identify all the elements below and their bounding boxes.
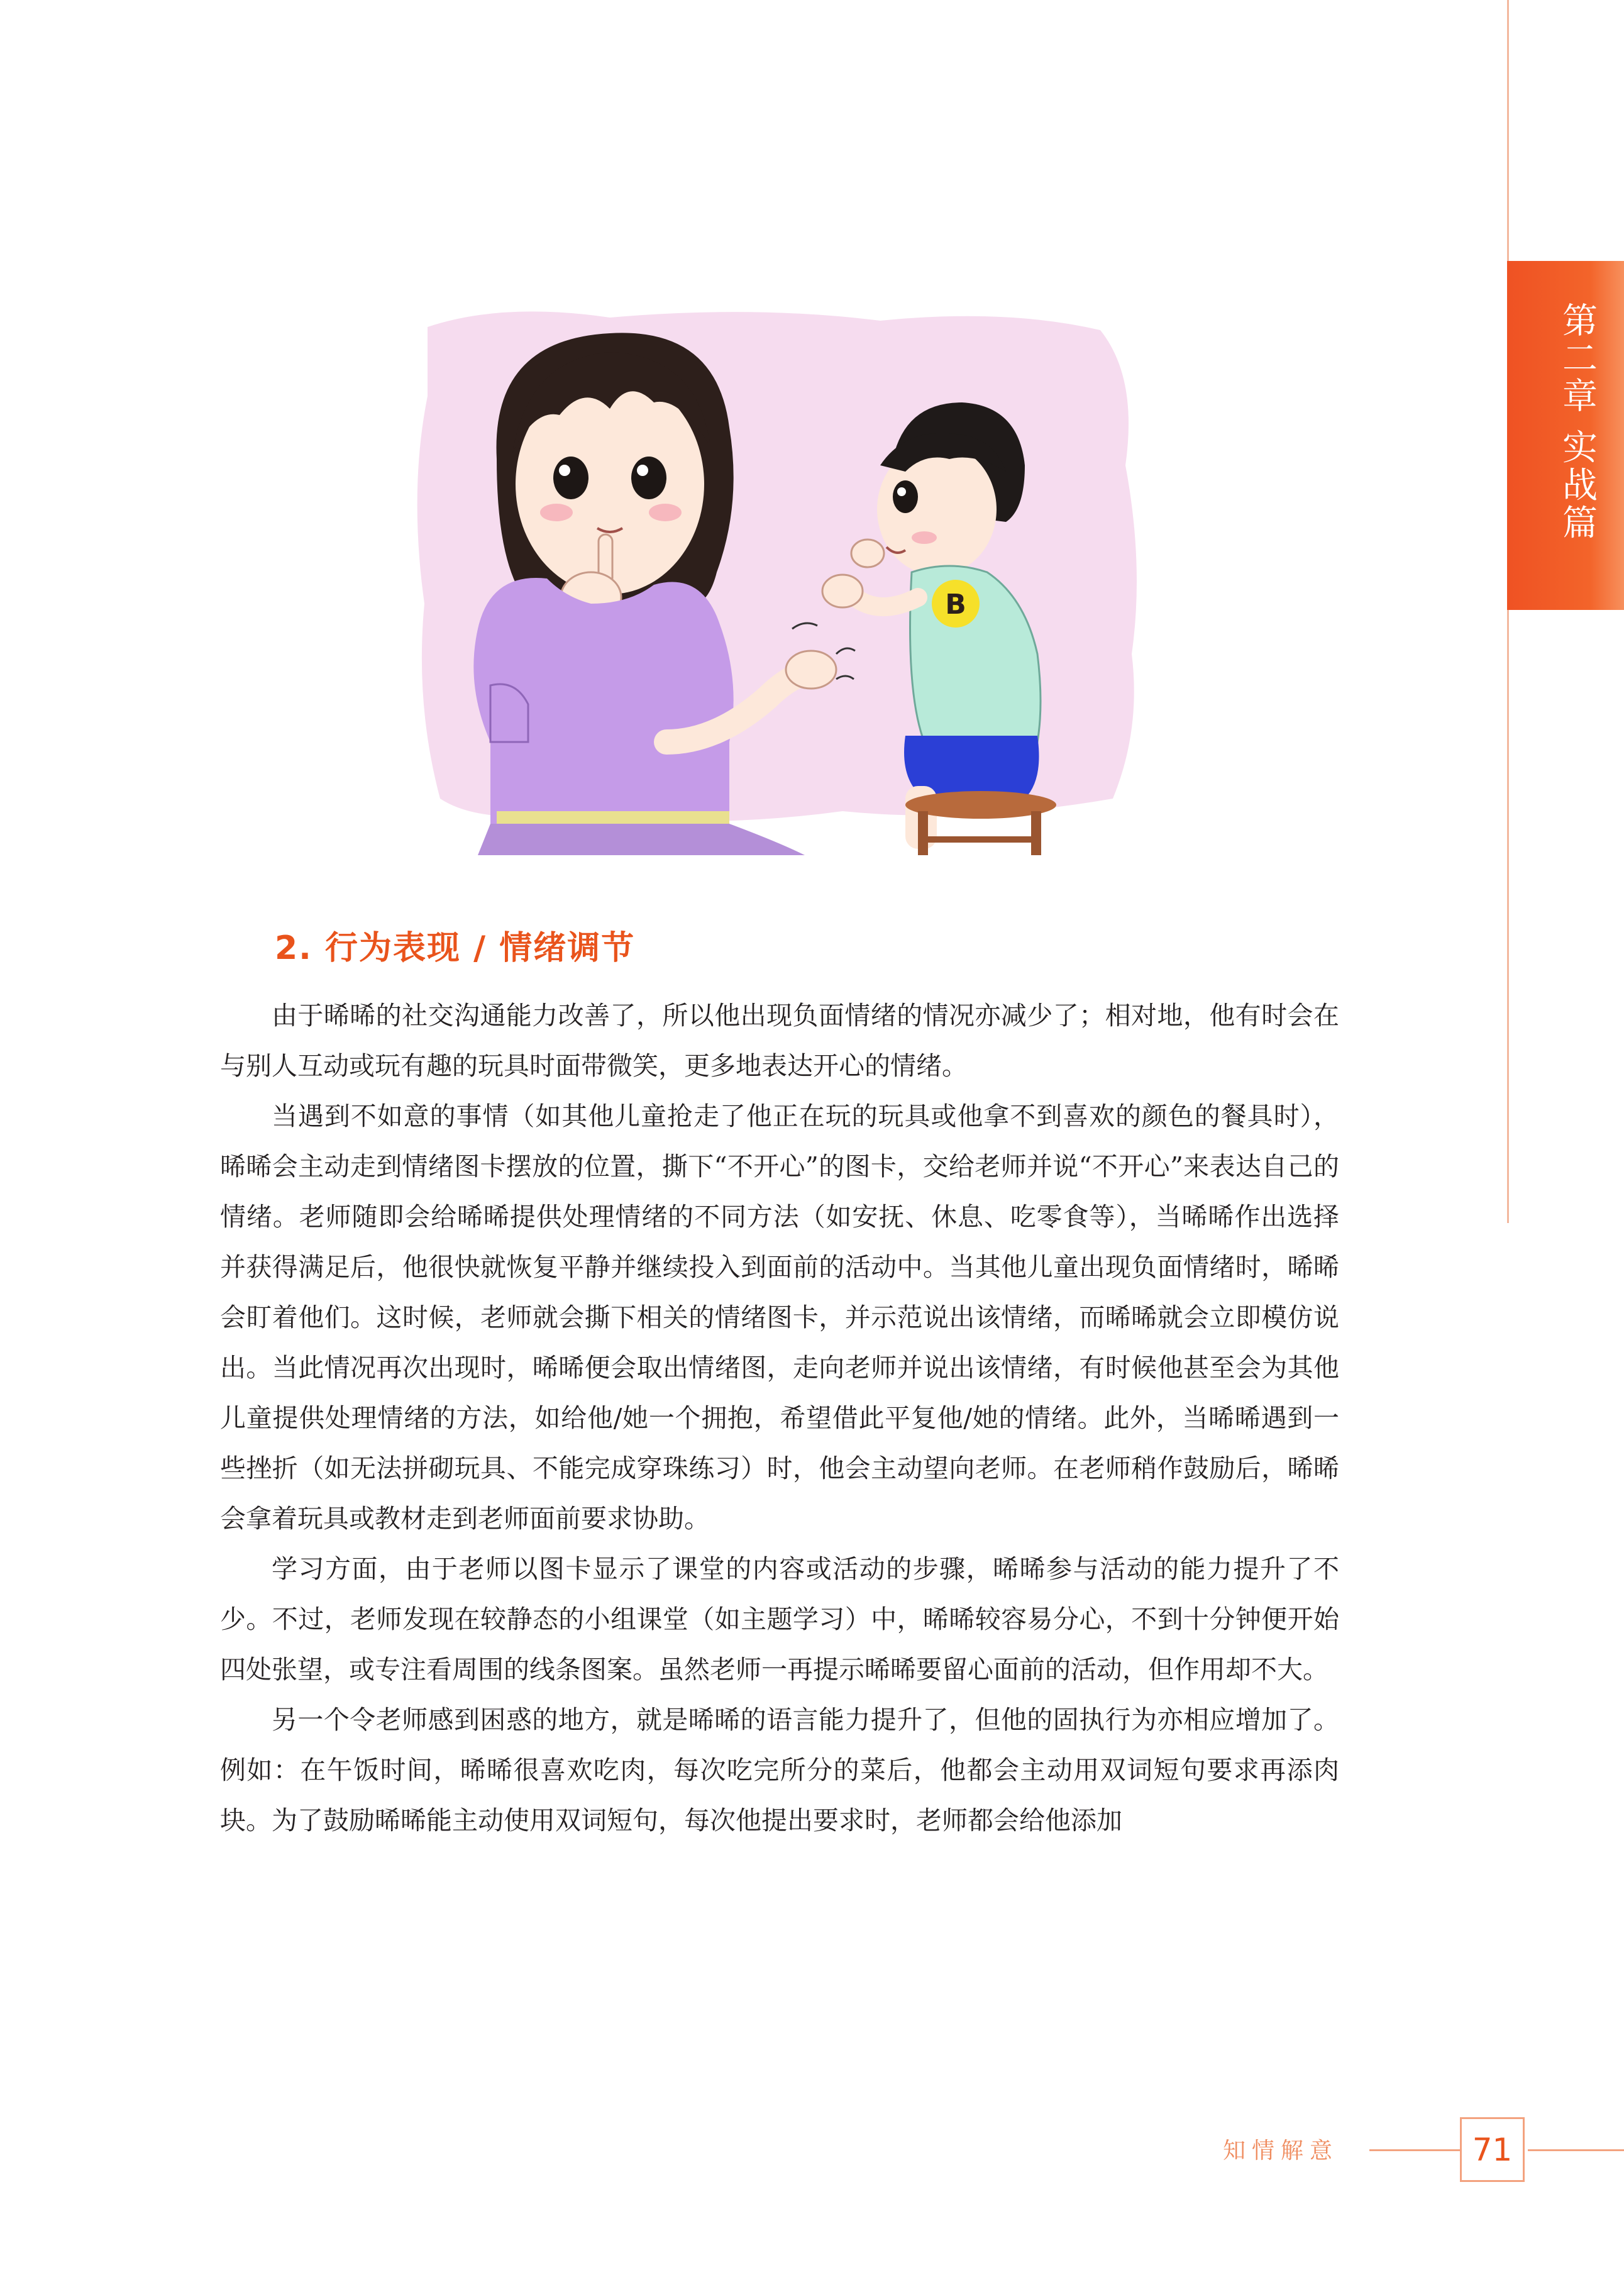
woman-belt (497, 811, 729, 824)
woman-eye-right (631, 457, 666, 499)
footer-rule-right (1528, 2149, 1624, 2151)
boy-badge-letter: B (945, 589, 966, 621)
margin-rule (1507, 0, 1509, 1223)
chapter-tab-label: 第二章 实战篇 (1557, 302, 1598, 542)
teacher-and-boy-illustration (402, 302, 1157, 855)
page-number: 71 (1460, 2117, 1525, 2182)
boy-eye (893, 480, 918, 513)
section-heading: 2. 行为表现 / 情绪调节 (275, 929, 636, 967)
paragraph: 学习方面，由于老师以图卡显示了课堂的内容或活动的步骤，晞晞参与活动的能力提升了不少。不过，老师发现在较静态的小组课堂（如主题学习）中，晞晞较容易分心，不到十分钟便开始四处张望，或专注看周围的线条图案。虽然老师一再提示晞晞要留心面前的活动，但作用却不大。 (220, 1554, 1339, 1685)
footer-rule-left (1369, 2149, 1460, 2151)
woman-eye-left (553, 457, 588, 499)
paragraph: 当遇到不如意的事情（如其他儿童抢走了他正在玩的玩具或他拿不到喜欢的颜色的餐具时），晞晞会主动走到情绪图卡摆放的位置，撕下“不开心”的图卡，交给老师并说“不开心”来表达自己的情绪。老师随即会给晞晞提供处理情绪的不同方法（如安抚、休息、吃零食等），当晞晞作出选择并获得满足后，他很快就恢复平静并继续投入到面前的活动中。当其他儿童出现负面情绪时，晞晞会盯着他们。这时候，老师就会撕下相关的情绪图卡，并示范说出该情绪，而晞晞就会立即模仿说出。当此情况再次出现时，晞晞便会取出情绪图，走向老师并说出该情绪，有时候他甚至会为其他儿童提供处理情绪的方法，如给他/她一个拥抱，希望借此平复他/她的情绪。此外，当晞晞遇到一些挫折（如无法拼砌玩具、不能完成穿珠练习）时，他会主动望向老师。在老师稍作鼓励后，晞晞会拿着玩具或教材走到老师面前要求协助。 (220, 1101, 1339, 1534)
body-text (220, 990, 1339, 1846)
footer-book-title: 知情解意 (1223, 2138, 1339, 2164)
paragraph: 另一个令老师感到困惑的地方，就是晞晞的语言能力提升了，但他的固执行为亦相应增加了。例如：在午饭时间，晞晞很喜欢吃肉，每次吃完所分的菜后，他都会主动用双词短句要求再添肉块。为了鼓励晞晞能主动使用双词短句，每次他提出要求时，老师都会给他添加 (220, 1705, 1339, 1835)
paragraph: 由于晞晞的社交沟通能力改善了，所以他出现负面情绪的情况亦减少了；相对地，他有时会在与别人互动或玩有趣的玩具时面带微笑，更多地表达开心的情绪。 (220, 1000, 1339, 1081)
